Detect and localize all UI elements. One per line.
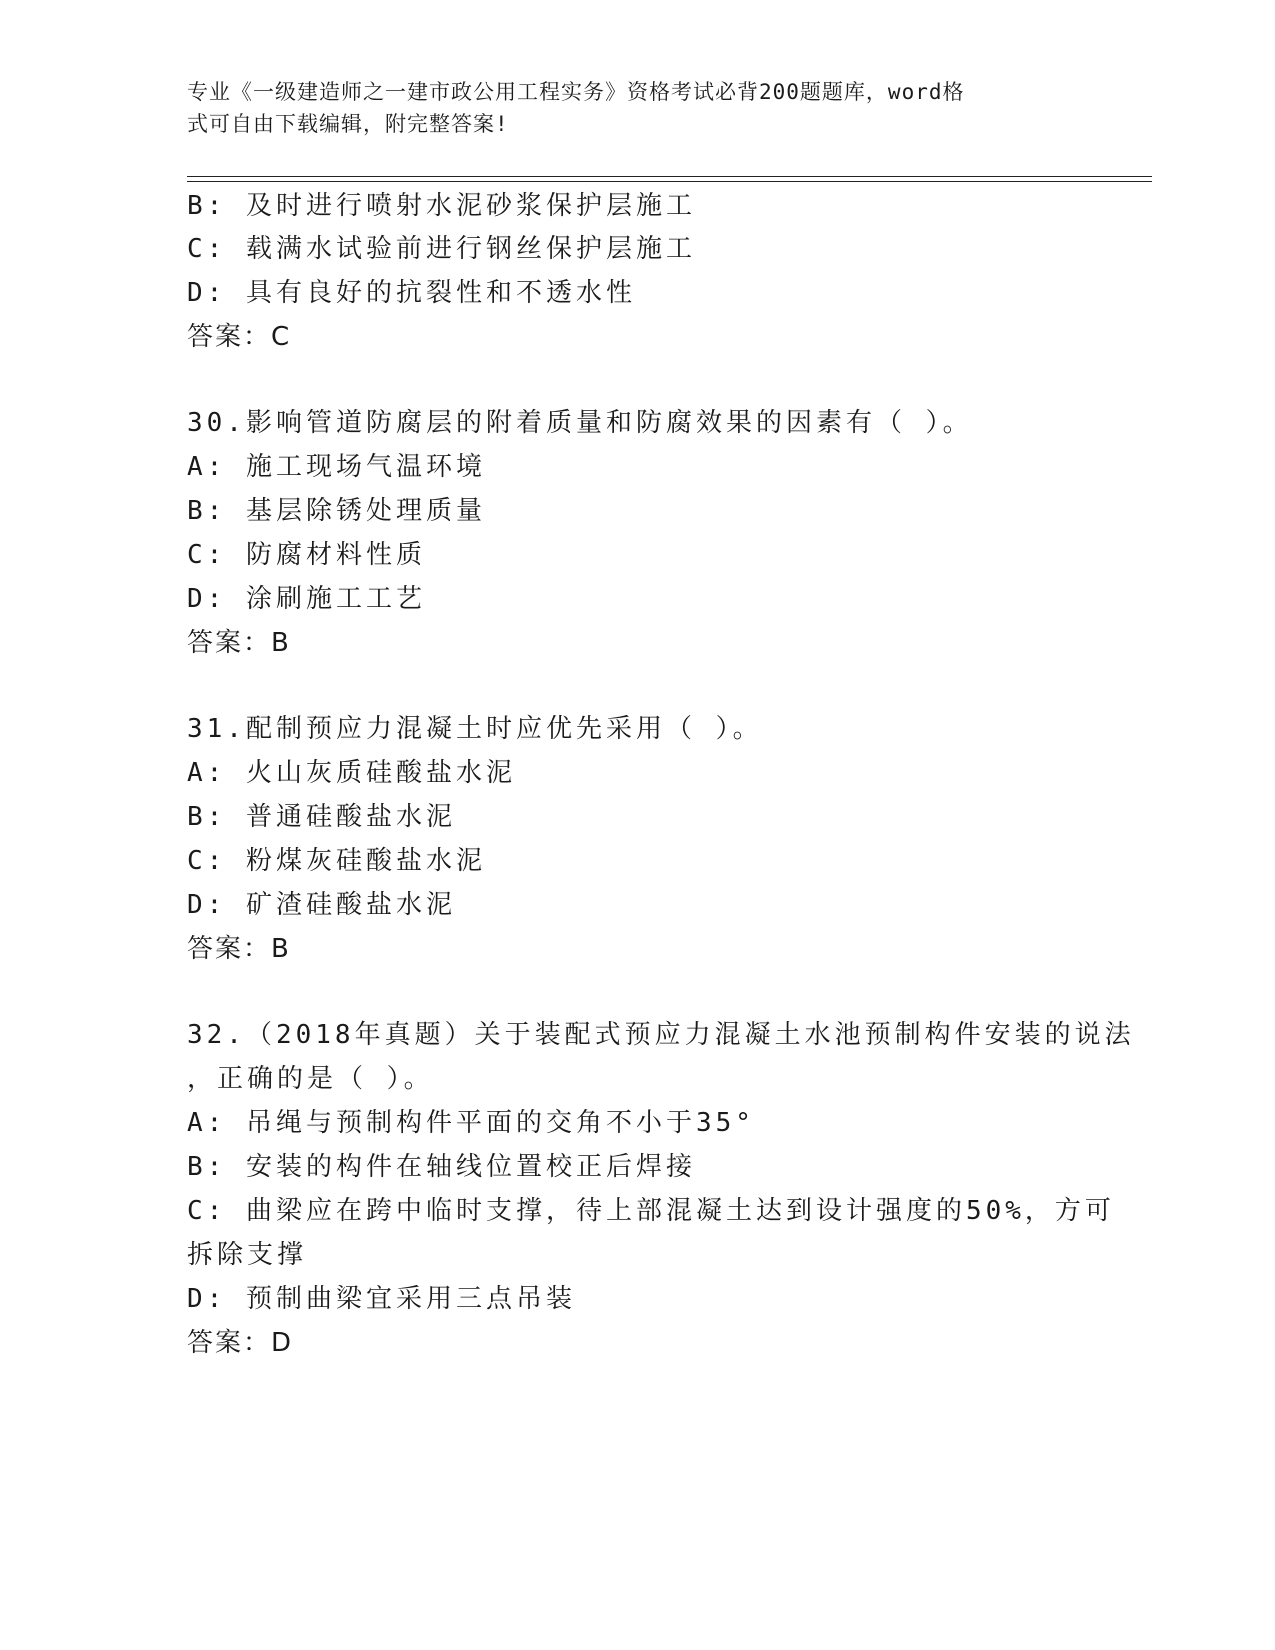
prev-option-c: C: 载满水试验前进行钢丝保护层施工: [187, 234, 696, 264]
question-30-option-d: D: 涂刷施工工艺: [187, 584, 426, 614]
question-31-option-b: B: 普通硅酸盐水泥: [187, 802, 456, 832]
question-30-option-a: A: 施工现场气温环境: [187, 452, 486, 482]
question-31-stem: 31.配制预应力混凝土时应优先采用（ ）。: [187, 714, 763, 744]
document-header: [187, 76, 1067, 140]
question-32-option-a: A: 吊绳与预制构件平面的交角不小于35°: [187, 1108, 755, 1138]
prev-option-b: B: 及时进行喷射水泥砂浆保护层施工: [187, 191, 696, 221]
question-30-stem: 30.影响管道防腐层的附着质量和防腐效果的因素有（ ）。: [187, 408, 973, 438]
question-30-answer: 答案：B: [187, 628, 291, 658]
prev-option-d: D: 具有良好的抗裂性和不透水性: [187, 278, 636, 308]
question-31-option-c: C: 粉煤灰硅酸盐水泥: [187, 846, 486, 876]
question-31-option-a: A: 火山灰质硅酸盐水泥: [187, 758, 516, 788]
header-line-2: 式可自由下载编辑，附完整答案!: [187, 112, 509, 136]
question-32-option-d: D: 预制曲梁宜采用三点吊装: [187, 1284, 576, 1314]
header-divider-bottom: [187, 181, 1152, 182]
question-32-option-c-line-2: 拆除支撑: [187, 1240, 308, 1270]
question-32-answer: 答案：D: [187, 1328, 294, 1358]
question-32-stem-line-1: 32.（2018年真题）关于装配式预应力混凝土水池预制构件安装的说法: [187, 1020, 1135, 1050]
question-32-option-b: B: 安装的构件在轴线位置校正后焊接: [187, 1152, 696, 1182]
question-32-option-c-line-1: C: 曲梁应在跨中临时支撑，待上部混凝土达到设计强度的50%，方可: [187, 1196, 1115, 1226]
question-30-option-c: C: 防腐材料性质: [187, 540, 426, 570]
header-divider-top: [187, 176, 1152, 177]
question-31-option-d: D: 矿渣硅酸盐水泥: [187, 890, 456, 920]
question-30-option-b: B: 基层除锈处理质量: [187, 496, 486, 526]
prev-answer: 答案：C: [187, 322, 292, 352]
question-32-stem-line-2: ，正确的是（ ）。: [187, 1064, 434, 1094]
question-31-answer: 答案：B: [187, 934, 291, 964]
header-line-1: 专业《一级建造师之一建市政公用工程实务》资格考试必背200题题库，word格: [187, 80, 965, 104]
